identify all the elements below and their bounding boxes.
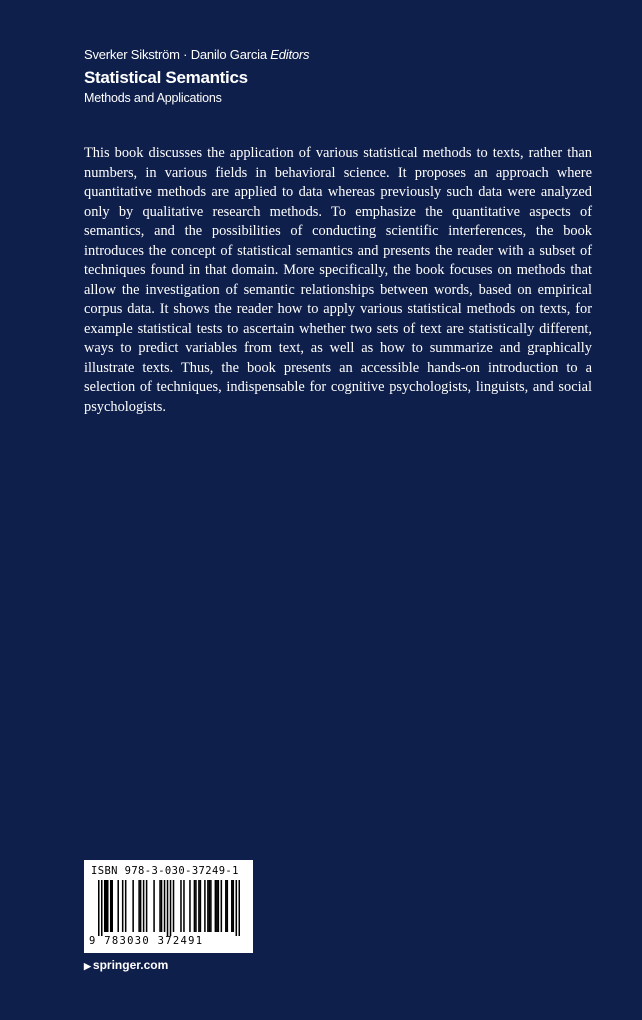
isbn-barcode-box [84, 860, 253, 953]
barcode-bar [143, 880, 145, 932]
barcode-bar [104, 880, 106, 932]
triangle-right-icon: ▶ [84, 961, 91, 971]
barcode-bar [207, 880, 209, 932]
barcode-bar [195, 880, 197, 932]
barcode-bar [101, 880, 103, 936]
barcode-bar [239, 880, 240, 936]
authors-names: Sverker Sikström · Danilo Garcia [84, 47, 267, 62]
barcode-bar [164, 880, 166, 932]
barcode-bar [225, 880, 227, 932]
barcode-bar [170, 880, 172, 936]
barcode-bar [161, 880, 163, 932]
barcode-bar [210, 880, 212, 932]
barcode-bar [218, 880, 220, 932]
cover-header [84, 46, 584, 107]
barcode-bar [221, 880, 223, 932]
barcode-bar [209, 880, 211, 932]
barcode-bar [153, 880, 155, 932]
editors-label: Editors [270, 47, 310, 62]
barcode-bar [216, 880, 218, 932]
book-subtitle: Methods and Applications [84, 91, 222, 105]
barcode-bar [231, 880, 233, 932]
isbn-label: ISBN 978-3-030-37249-1 [91, 865, 239, 877]
barcode-image [98, 880, 240, 936]
barcode-bar [236, 880, 238, 936]
barcode-bar [159, 880, 161, 932]
barcode-bar [125, 880, 127, 932]
barcode-bar [198, 880, 200, 932]
barcode-digits: 9 783030 372491 [89, 935, 204, 947]
barcode-bar [111, 880, 113, 932]
barcode-bar [233, 880, 235, 932]
barcode-bar [173, 880, 175, 932]
barcode-bar [140, 880, 142, 932]
book-description: This book discusses the application of various statistical methods to texts, rather than numbers, in various fields in behavioral science. It proposes an approach where quantitative methods are applied to data whereas previously such data were analyzed only by qualitative research methods. To emphasize the quantitative aspects of semantics, and the possibilities of conducting scientific interferences, the book introduces the concept of statistical semantics and presents the reader with a subset of techniques found in that domain. More specifically, the book focuses on methods that allow the investigation of semantic relationships between words, based on empirical corpus data. It shows the reader how to apply various statistical methods on texts, for example statistical tests to ascertain whether two sets of text are statistically different, ways to predict variables from text, as well as how to summarize and graphically illustrate texts. Thus, the book presents an accessible hands-on introduction to a selection of techniques, indispensable for cognitive psychologists, linguists, and social psychologists. [84, 145, 592, 415]
barcode-bar [227, 880, 229, 932]
barcode-bar [215, 880, 217, 932]
barcode-bar [122, 880, 124, 932]
barcode-bar [189, 880, 191, 932]
editors-line [84, 46, 584, 63]
barcode-bar [180, 880, 182, 932]
barcode-bar [107, 880, 109, 932]
barcode-bar [138, 880, 140, 932]
barcode-bar [110, 880, 112, 932]
barcode-bar [146, 880, 148, 932]
barcode-bar [183, 880, 185, 932]
springer-link-label: springer.com [92, 958, 169, 972]
barcode-bar [204, 880, 206, 932]
springer-link[interactable] [84, 957, 168, 974]
barcode-bar [194, 880, 196, 932]
barcode-bar [105, 880, 107, 932]
barcode-bar [117, 880, 119, 932]
barcode-bar [98, 880, 100, 936]
barcode-bar [200, 880, 202, 932]
book-title: Statistical Semantics [84, 68, 248, 87]
barcode-bar [132, 880, 134, 932]
barcode-bar [167, 880, 169, 936]
